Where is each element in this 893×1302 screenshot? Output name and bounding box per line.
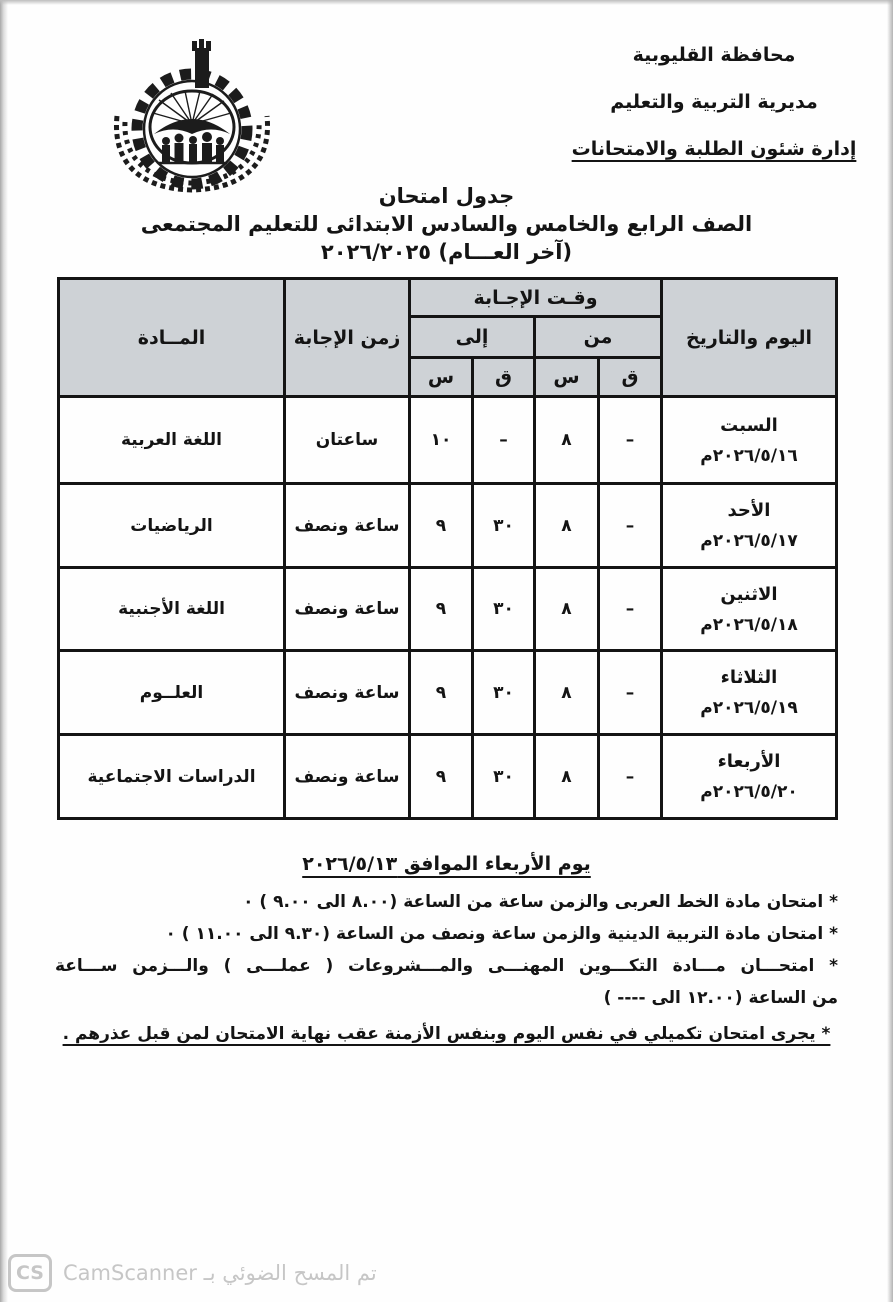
cell-duration: ساعتان xyxy=(285,397,410,484)
cell-to-hours: ٩ xyxy=(410,568,473,651)
camscanner-watermark xyxy=(8,1251,377,1295)
cell-to-hours: ٩ xyxy=(410,484,473,568)
note-arabic-calligraphy: * امتحان مادة الخط العربى والزمن ساعة من الساعة (٨.٠٠ الى ٩.٠٠ ) ٠ xyxy=(243,892,838,912)
day-date: ٢٠٢٦/٥/١٧م xyxy=(700,531,798,551)
header-to-minutes: ق xyxy=(473,358,535,397)
title-line-exam-schedule: جدول امتحان xyxy=(378,184,515,208)
cell-from-hours: ٨ xyxy=(535,397,599,484)
header-from: من xyxy=(535,317,662,358)
title-line-grades: الصف الرابع والخامس والسادس الابتدائى للتعليم المجتمعى xyxy=(140,212,753,236)
cell-subject: العلــوم xyxy=(59,651,285,735)
cell-from-minutes: – xyxy=(599,484,662,568)
org-header xyxy=(559,42,869,183)
table-row xyxy=(59,735,837,819)
table-row xyxy=(59,568,837,651)
footnotes xyxy=(55,852,838,1046)
day-date: ٢٠٢٦/٥/١٨م xyxy=(700,614,798,635)
day-date: ٢٠٢٦/٥/١٦م xyxy=(700,445,798,466)
camscanner-text: تم المسح الضوئي بـ CamScanner xyxy=(63,1261,377,1285)
day-date: ٢٠٢٦/٥/٢٠م xyxy=(700,782,798,802)
administration-name: إدارة شئون الطلبة والامتحانات xyxy=(571,138,857,160)
day-date: ٢٠٢٦/٥/١٩م xyxy=(700,698,798,718)
cell-subject: اللغة العربية xyxy=(59,397,285,484)
cell-to-hours: ٩ xyxy=(410,651,473,735)
cell-duration: ساعة ونصف xyxy=(285,651,410,735)
cell-day-date xyxy=(662,651,837,735)
cell-to-hours: ١٠ xyxy=(410,397,473,484)
title-line-year: (آخر العـــام) ٢٠٢٦/٢٠٢٥ xyxy=(320,240,573,264)
cell-from-minutes: – xyxy=(599,735,662,819)
cell-from-minutes: – xyxy=(599,568,662,651)
header-duration: زمن الإجابة xyxy=(285,279,410,397)
header-subject: المــادة xyxy=(59,279,285,397)
cell-to-hours: ٩ xyxy=(410,735,473,819)
header-to-hours: س xyxy=(410,358,473,397)
header-from-hours: س xyxy=(535,358,599,397)
directorate-name: مديرية التربية والتعليم xyxy=(610,91,818,113)
header-to: إلى xyxy=(410,317,535,358)
note-religious-education: * امتحان مادة التربية الدينية والزمن ساعة ونصف من الساعة (٩.٣٠ الى ١١.٠٠ ) ٠ xyxy=(165,924,838,944)
cell-day-date xyxy=(662,735,837,819)
cell-to-minutes: ٣٠ xyxy=(473,484,535,568)
document-title xyxy=(0,182,893,266)
day-name: الاثنين xyxy=(720,583,778,605)
camscanner-cs-icon: CS xyxy=(8,1254,52,1292)
cell-to-minutes: ٣٠ xyxy=(473,568,535,651)
scan-edge-top xyxy=(0,0,893,5)
cell-subject: اللغة الأجنبية xyxy=(59,568,285,651)
header-day-date: اليوم والتاريخ xyxy=(662,279,837,397)
ministry-emblem-icon xyxy=(100,36,282,194)
day-name: الأربعاء xyxy=(717,751,781,772)
day-name: الأحد xyxy=(727,500,771,521)
note-vocational-line2: من الساعة (١٢.٠٠ الى ---- ) xyxy=(603,988,838,1008)
cell-subject: الدراسات الاجتماعية xyxy=(59,735,285,819)
cell-to-minutes: ٣٠ xyxy=(473,735,535,819)
cell-to-minutes: – xyxy=(473,397,535,484)
cell-from-hours: ٨ xyxy=(535,735,599,819)
cell-from-hours: ٨ xyxy=(535,651,599,735)
table-row xyxy=(59,484,837,568)
day-name: السبت xyxy=(720,414,778,436)
cell-subject: الرياضيات xyxy=(59,484,285,568)
table-row xyxy=(59,397,837,484)
footnotes-heading: يوم الأربعاء الموافق ٢٠٢٦/٥/١٣ xyxy=(302,853,591,875)
cell-from-minutes: – xyxy=(599,397,662,484)
cell-duration: ساعة ونصف xyxy=(285,484,410,568)
day-name: الثلاثاء xyxy=(720,667,778,688)
cell-to-minutes: ٣٠ xyxy=(473,651,535,735)
note-makeup-exam: * يجرى امتحان تكميلي في نفس اليوم وبنفس الأزمنة عقب نهاية الامتحان لمن قبل عذرهم . xyxy=(62,1024,831,1044)
ministry-emblem-logo xyxy=(100,36,282,194)
header-answer-time: وقـت الإجـابة xyxy=(410,279,662,317)
cell-day-date xyxy=(662,397,837,484)
cell-day-date xyxy=(662,568,837,651)
header-from-minutes: ق xyxy=(599,358,662,397)
cell-duration: ساعة ونصف xyxy=(285,568,410,651)
governorate-name: محافظة القليوبية xyxy=(632,44,796,66)
cell-from-hours: ٨ xyxy=(535,568,599,651)
cell-from-hours: ٨ xyxy=(535,484,599,568)
cell-from-minutes: – xyxy=(599,651,662,735)
exam-schedule-table xyxy=(57,277,838,820)
cell-duration: ساعة ونصف xyxy=(285,735,410,819)
cell-day-date xyxy=(662,484,837,568)
note-vocational-line1: * امتحـــان مـــادة التكـــوين المهنـــى والمـــشروعات ( عملـــى ) والـــزمن ســـاعة xyxy=(55,956,838,976)
table-row xyxy=(59,651,837,735)
